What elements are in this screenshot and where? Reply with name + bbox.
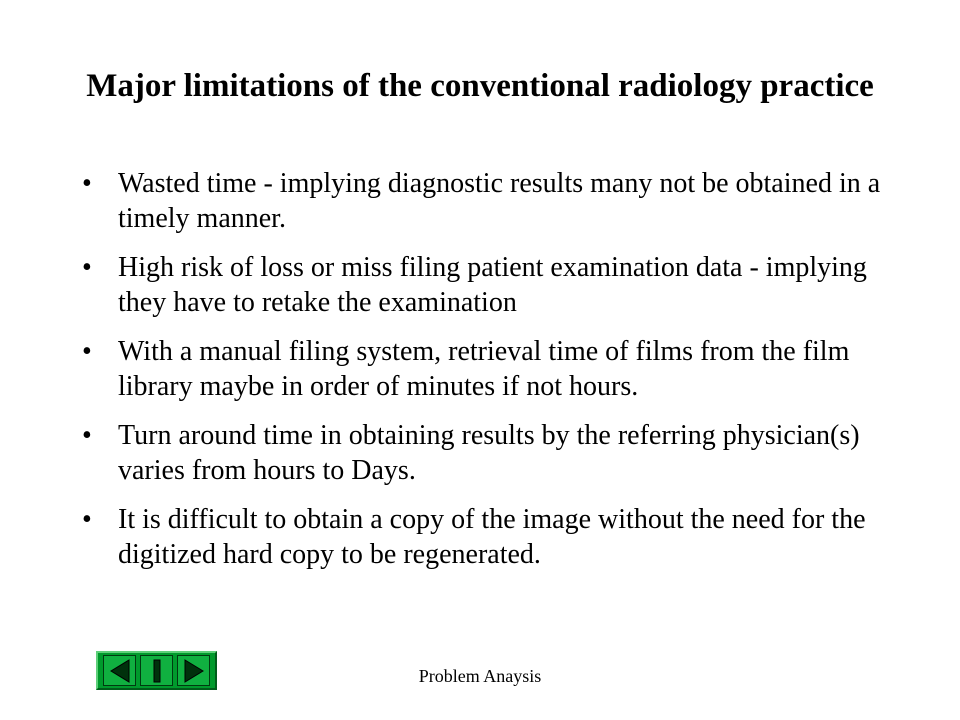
- bullet-list: [82, 166, 892, 586]
- bullet-item: [82, 334, 892, 404]
- bullet-dot: •: [82, 168, 92, 199]
- slide-title: Major limitations of the conventional radiology practice: [86, 68, 874, 104]
- bullet-text: High risk of loss or miss filing patient examination data - implying they have to retake the examination: [118, 252, 867, 318]
- bullet-text: It is difficult to obtain a copy of the image without the need for the digitized hard copy to be regenerated.: [118, 504, 866, 570]
- bullet-text: With a manual filing system, retrieval time of films from the film library maybe in order of minutes if not hours.: [118, 336, 850, 402]
- bullet-item: [82, 250, 892, 320]
- bullet-item: [82, 418, 892, 488]
- bullet-text: Wasted time - implying diagnostic results many not be obtained in a timely manner.: [118, 168, 881, 234]
- slide-footer: Problem Anaysis: [418, 666, 542, 686]
- bullet-item: [82, 166, 892, 236]
- bullet-dot: •: [82, 420, 92, 451]
- bullet-item: [82, 502, 892, 572]
- bullet-dot: •: [82, 336, 92, 367]
- bullet-dot: •: [82, 252, 92, 283]
- bullet-dot: •: [82, 504, 92, 535]
- bullet-text: Turn around time in obtaining results by the referring physician(s) varies from hours to Days.: [118, 420, 860, 486]
